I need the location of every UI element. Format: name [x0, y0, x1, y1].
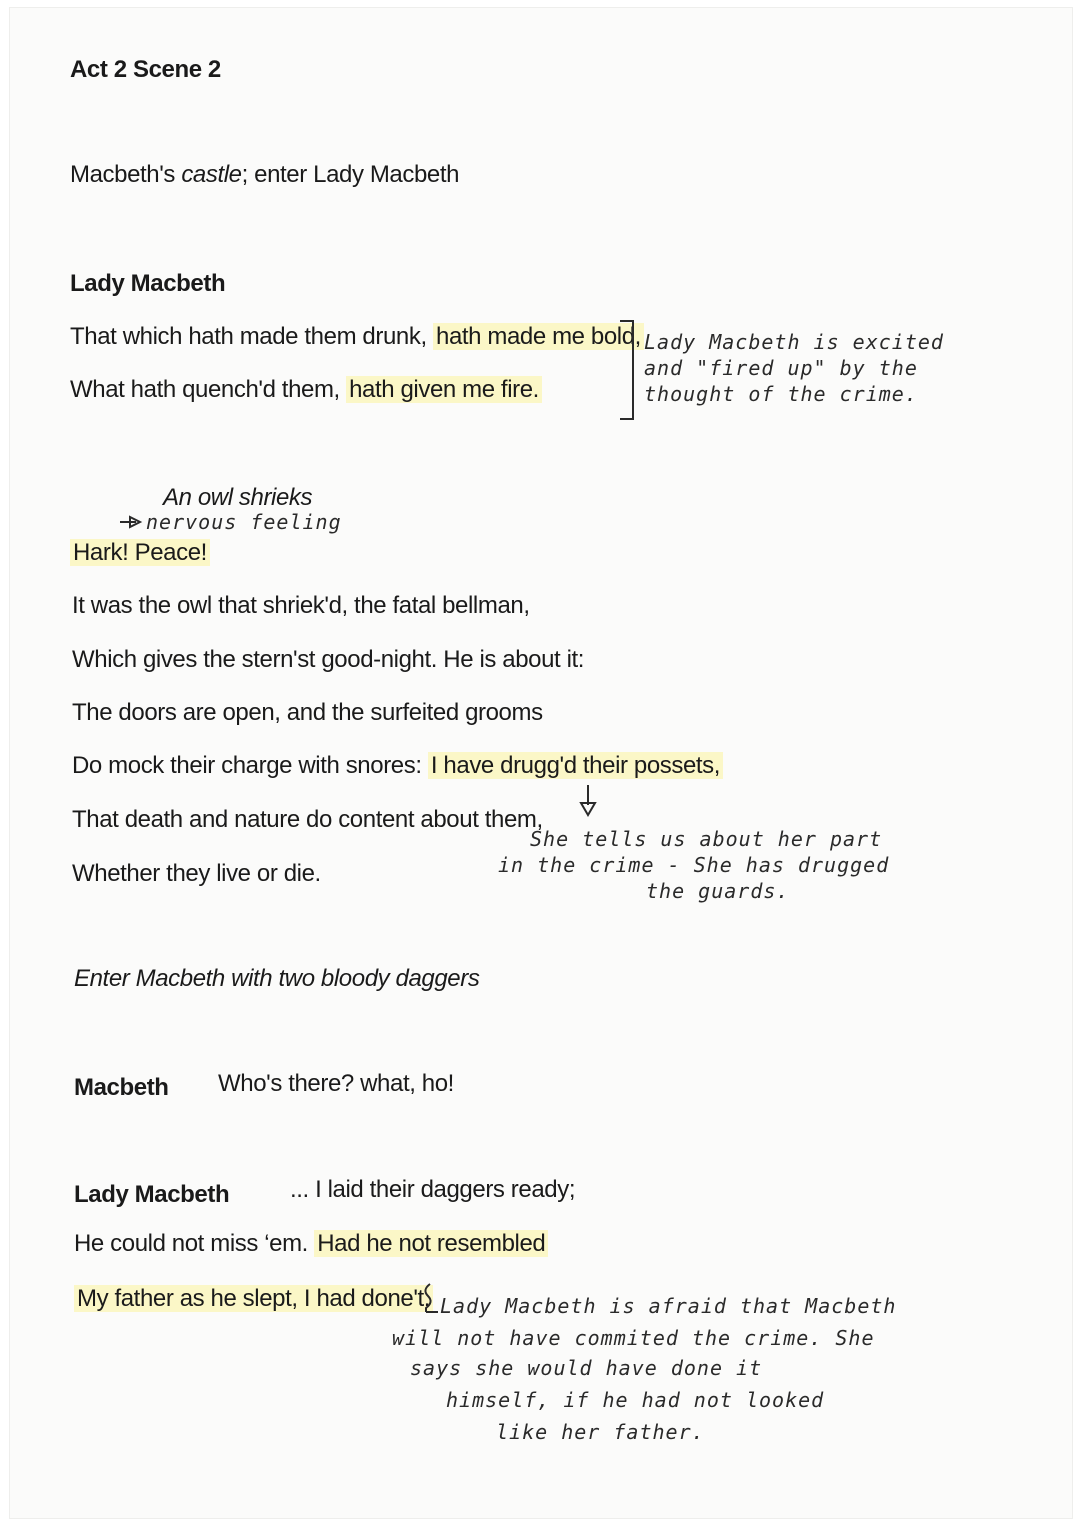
speech2-line7: Whether they live or die.	[72, 860, 321, 887]
annotation1-bracket	[620, 320, 634, 420]
speech2-line6: That death and nature do content about them,	[72, 806, 543, 833]
arrow-right-icon	[118, 514, 146, 530]
speech2-line5-highlight: I have drugg'd their possets,	[428, 752, 723, 779]
speech1-line2-highlight: hath given me fire.	[346, 376, 542, 403]
setting-line	[70, 160, 459, 190]
annotation3-line5: like her father.	[496, 1420, 705, 1444]
annotation-owl: nervous feeling	[146, 510, 342, 534]
speaker-macbeth: Macbeth	[74, 1074, 169, 1101]
annotation1-line2: and "fired up" by the	[644, 356, 918, 380]
speech1-line1-highlight: hath made me bold,	[433, 323, 644, 350]
speech3-line1: ... I laid their daggers ready;	[290, 1176, 576, 1203]
annotation3-line4: himself, if he had not looked	[446, 1388, 825, 1412]
speech3-line2-plain: He could not miss ‘em.	[74, 1230, 315, 1257]
stage-direction-owl: An owl shrieks	[163, 484, 313, 511]
speaker-lady-macbeth-2: Lady Macbeth	[74, 1181, 230, 1208]
speech3-line2	[74, 1229, 548, 1259]
setting-italic: castle	[181, 161, 242, 188]
macbeth-line-text: Who's there? what, ho!	[218, 1070, 454, 1097]
speech2-line5-plain: Do mock their charge with snores:	[72, 752, 428, 779]
speech1-line2-plain: What hath quench'd them,	[70, 376, 347, 403]
annotation1-line1: Lady Macbeth is excited	[644, 330, 944, 354]
speech3-line3-highlight: My father as he slept, I had done't.	[74, 1285, 433, 1312]
speech2-line3: Which gives the stern'st good-night. He is about it:	[72, 646, 585, 673]
setting-prefix: Macbeth's	[70, 161, 182, 188]
speaker-lady-macbeth-1: Lady Macbeth	[70, 270, 226, 297]
stage-direction-enter: Enter Macbeth with two bloody daggers	[74, 965, 480, 992]
speech2-line4: The doors are open, and the surfeited grooms	[72, 699, 543, 726]
annotation2-line2: in the crime - She has drugged	[498, 853, 890, 877]
arrow-down-icon	[577, 783, 599, 819]
annotation2-line1: She tells us about her part	[530, 827, 883, 851]
speech3-line2-highlight: Had he not resembled	[314, 1230, 548, 1257]
speech2-line5	[72, 751, 723, 781]
speech2-line1	[70, 538, 210, 568]
speech1-line1	[70, 322, 644, 352]
speech1-line2	[70, 375, 542, 405]
annotation1-line3: thought of the crime.	[644, 382, 918, 406]
annotation3-line3: says she would have done it	[410, 1356, 763, 1380]
speech1-line1-plain: That which hath made them drunk,	[70, 323, 433, 350]
annotation3-line2: will not have commited the crime. She	[392, 1326, 875, 1350]
annotation3-line1: Lady Macbeth is afraid that Macbeth	[440, 1294, 897, 1318]
speech3-line3	[74, 1284, 433, 1314]
speech2-line1-highlight: Hark! Peace!	[70, 539, 210, 566]
setting-suffix: ; enter Lady Macbeth	[241, 161, 460, 188]
speech2-line2: It was the owl that shriek'd, the fatal bellman,	[72, 592, 530, 619]
scene-title: Act 2 Scene 2	[70, 56, 221, 83]
annotation2-line3: the guards.	[646, 879, 790, 903]
